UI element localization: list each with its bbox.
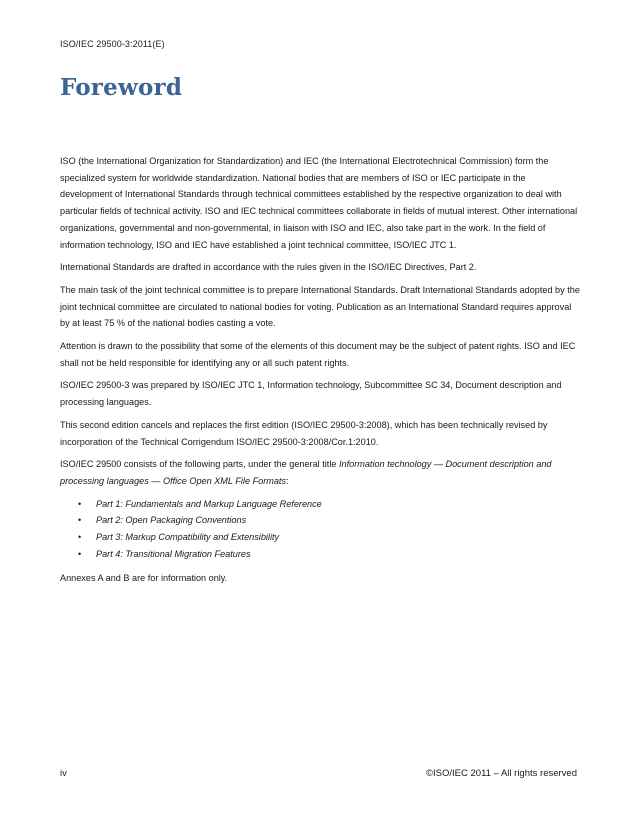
paragraph-prepared-by: ISO/IEC 29500-3 was prepared by ISO/IEC JTC 1, Information technology, Subcommittee SC 34, Document description and processing languages. (60, 380, 562, 408)
general-title: Information technology — Document description and processing languages — Office Open XML File Formats (60, 459, 552, 486)
paragraph-edition-note: This second edition cancels and replaces the first edition (ISO/IEC 29500-3:2008), which has been technically revised by incorporation of the Technical Corrigendum ISO/IEC 29500-3:2008/Cor.1:2010. (60, 419, 548, 447)
parts-intro-suffix: : (286, 475, 289, 486)
paragraph-iso-iec-intro: ISO (the International Organization for Standardization) and IEC (the International Electrotechnical Commission) form the specialized system for worldwide standardization. National bodies that are members of ISO or IEC participate in the development of International Standards through technical committees established by the respective organization to deal with particular fields of technical activity. ISO and IEC technical committees collaborate in fields of mutual interest. Other international organizations, governmental and non-governmental, in liaison with ISO and IEC, also take part in the work. In the field of information technology, ISO and IEC have established a joint technical committee, ISO/IEC JTC 1. (60, 156, 578, 250)
page-title: Foreword (60, 74, 183, 101)
list-item-label: Part 3: Markup Compatibility and Extensibility (96, 532, 280, 543)
paragraph-patent-rights: Attention is drawn to the possibility that some of the elements of this document may be the subject of patent rights. ISO and IEC shall not be held responsible for identifying any or all such patent rights. (60, 341, 576, 368)
list-item (60, 512, 580, 529)
bullet-icon: • (78, 498, 82, 509)
paragraph-annexes: Annexes A and B are for information only. (60, 573, 228, 584)
paragraph-drafting-rules: International Standards are drafted in accordance with the rules given in the ISO/IEC Directives, Part 2. (60, 262, 477, 273)
document-identifier: ISO/IEC 29500-3:2011(E) (60, 39, 165, 49)
list-item (60, 546, 580, 563)
paragraph-parts-intro (60, 456, 580, 489)
bullet-icon: • (78, 532, 82, 543)
paragraph-joint-committee-task: The main task of the joint technical committee is to prepare International Standards. Draft International Standards adopted by the joint technical committee are circulated to national bodies for voting. Publication as an International Standard requires approval by at least 75 % of the national bodies casting a vote. (60, 284, 580, 329)
foreword-body (60, 153, 580, 593)
list-item (60, 496, 580, 513)
bullet-icon: • (78, 548, 82, 559)
parts-intro-prefix: ISO/IEC 29500 consists of the following parts, under the general title (60, 459, 339, 470)
parts-list (60, 496, 580, 563)
list-item-label: Part 4: Transitional Migration Features (96, 548, 251, 559)
bullet-icon: • (78, 515, 82, 526)
list-item-label: Part 2: Open Packaging Conventions (96, 515, 247, 526)
list-item (60, 529, 580, 546)
copyright-notice: ©ISO/IEC 2011 – All rights reserved (426, 768, 577, 779)
list-item-label: Part 1: Fundamentals and Markup Language Reference (96, 498, 322, 509)
page-number: iv (60, 768, 67, 779)
